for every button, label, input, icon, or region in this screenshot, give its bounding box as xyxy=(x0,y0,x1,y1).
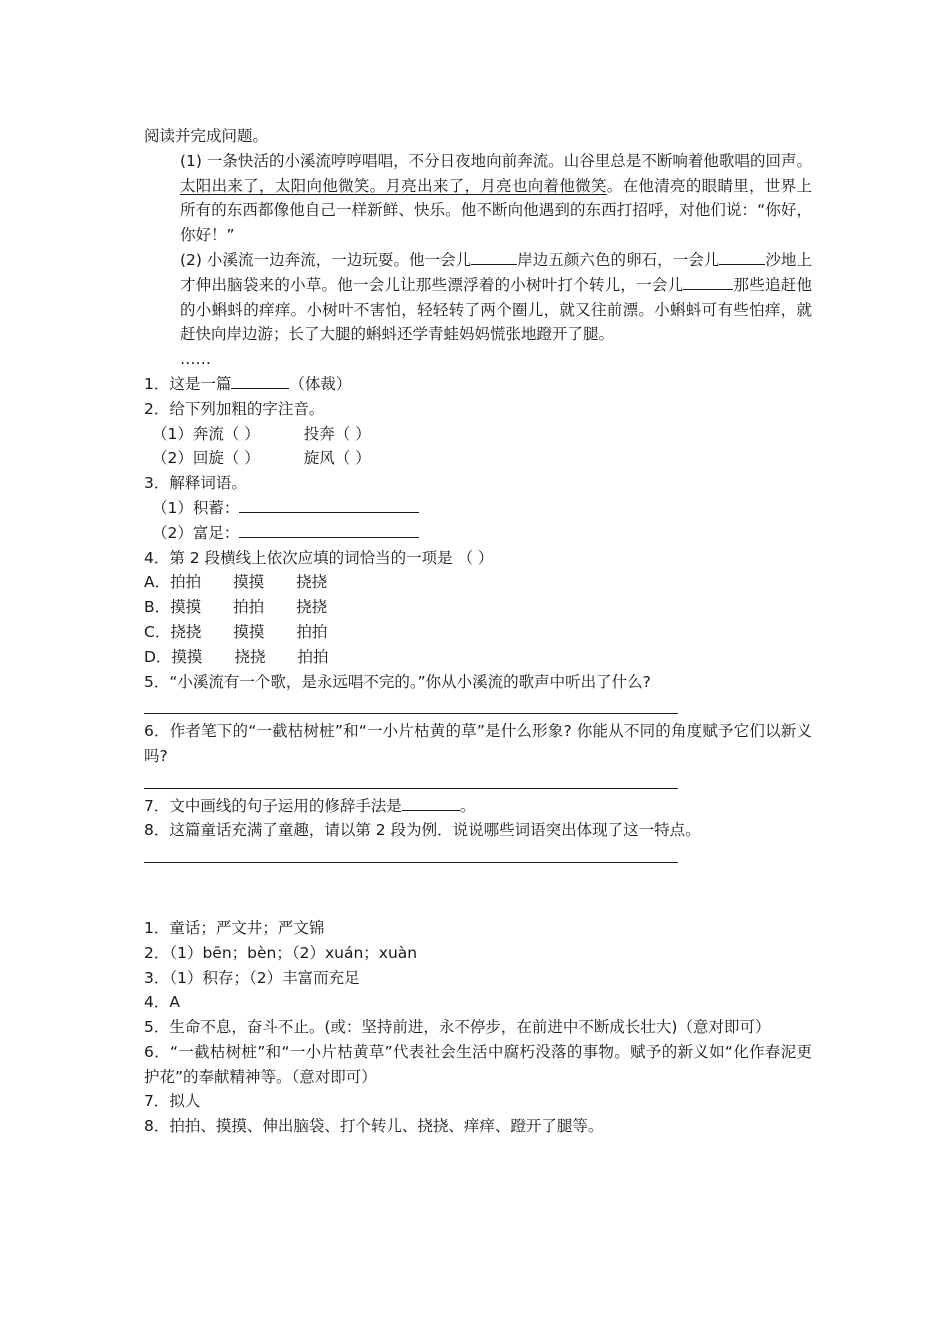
question-3-item-2 xyxy=(144,521,812,546)
p2-text-b: 岸边五颜六色的卵石，一会儿 xyxy=(517,250,720,269)
question-2-row-2 xyxy=(144,446,812,471)
q7-answer-blank[interactable] xyxy=(402,794,460,811)
q1-answer-blank[interactable] xyxy=(231,372,289,389)
q2-item-benliu: （1）奔流（ ） xyxy=(152,424,260,443)
answer-1: 1．童话；严文井；严文锦 xyxy=(144,918,325,937)
fill-blank-1[interactable] xyxy=(471,248,517,265)
worksheet-page xyxy=(144,124,812,1139)
q4-option-d-word-2: 挠挠 xyxy=(234,647,266,666)
answer-key xyxy=(144,916,812,1139)
p2-text-a: (2) 小溪流一边奔流，一边玩耍。他一会儿 xyxy=(180,250,472,269)
q4-option-b[interactable] xyxy=(144,595,812,620)
q4-option-a-word-2: 摸摸 xyxy=(233,573,265,592)
question-8: 8．这篇童话充满了童趣，请以第 2 段为例．说说哪些词语突出体现了这一特点。 xyxy=(144,821,701,840)
q4-option-b-word-3: 挠挠 xyxy=(296,598,328,617)
q5-answer-line[interactable] xyxy=(144,694,678,719)
answer-7: 7．拟人 xyxy=(144,1092,201,1111)
q1-suffix: （体裁） xyxy=(289,374,352,393)
q4-option-b-word-2: 拍拍 xyxy=(233,598,265,617)
q3-blank-2[interactable] xyxy=(239,521,419,538)
q4-option-a[interactable] xyxy=(144,570,812,595)
p2-text-d: 那些追赶他的小蝌蚪的痒痒。小树叶不害怕，轻轻转了两个圈儿，就又往前漂。小蝌蚪可有些怕痒，就赶快向岸边游；长了大腿的蝌蚪还学青蛙妈妈慌张地蹬开了腿。 xyxy=(180,275,812,344)
fill-blank-3[interactable] xyxy=(683,273,733,290)
answer-4: 4．A xyxy=(144,993,180,1012)
fill-blank-2[interactable] xyxy=(719,248,765,265)
q3-blank-1[interactable] xyxy=(239,496,419,513)
q3-term-fuzu: （2）富足： xyxy=(152,523,240,542)
question-5: 5．“小溪流有一个歌，是永远唱不完的。”你从小溪流的歌声中听出了什么? xyxy=(144,672,651,691)
q4-option-b-word-1: B．摸摸 xyxy=(144,598,202,617)
q4-option-d-word-1: D．摸摸 xyxy=(144,647,203,666)
q4-option-a-word-1: A．拍拍 xyxy=(144,573,202,592)
q3-term-jixu: （1）积蓄： xyxy=(152,498,240,517)
p1-text-before: (1) 一条快活的小溪流哼哼唱唱，不分日夜地向前奔流。山谷里总是不断响着他歌唱的回声。 xyxy=(180,151,812,170)
passage-paragraph-1 xyxy=(144,149,812,248)
q4-option-c-word-2: 摸摸 xyxy=(233,622,265,641)
q2-item-huixuan: （2）回旋（ ） xyxy=(152,449,260,468)
p2-text-c: 沙地上才伸出脑袋来的小草。他一会儿让那些漂浮着的小树叶打个转儿，一会儿 xyxy=(180,250,812,294)
answer-2: 2．（1）bēn；bèn；（2）xuán；xuàn xyxy=(144,943,418,962)
q2-item-xuanfeng: 旋风（ ） xyxy=(303,449,371,468)
heading: 阅读并完成问题。 xyxy=(144,127,269,145)
q4-option-d[interactable] xyxy=(144,645,812,670)
q4-option-c-word-1: C．挠挠 xyxy=(144,622,202,641)
passage-paragraph-2 xyxy=(144,248,812,347)
p1-underlined-sentence: 太阳出来了，太阳向他微笑。月亮出来了，月亮也向着他微笑 xyxy=(180,176,607,195)
q6-answer-line[interactable] xyxy=(144,769,678,794)
q7-suffix: 。 xyxy=(459,796,476,815)
q4-option-c[interactable] xyxy=(144,620,812,645)
q2-item-touben: 投奔（ ） xyxy=(303,424,371,443)
question-6: 6．作者笔下的“一截枯树桩”和“一小片枯黄的草”是什么形象? 你能从不同的角度赋予它们以新义吗? xyxy=(144,722,812,765)
question-3: 3．解释词语。 xyxy=(144,474,247,493)
question-3-item-1 xyxy=(144,496,812,521)
answer-5: 5．生命不息，奋斗不止。(或：坚持前进，永不停步，在前进中不断成长壮大)（意对即可） xyxy=(144,1018,771,1037)
question-2: 2．给下列加粗的字注音。 xyxy=(144,399,325,418)
q4-option-d-word-3: 拍拍 xyxy=(297,647,329,666)
p1-text-after: 。在他清亮的眼睛里，世界上所有的东西都像他自己一样新鲜、快乐。他不断向他遇到的东西打招呼，对他们说：“你好，你好！” xyxy=(180,176,812,245)
q4-option-a-word-3: 挠挠 xyxy=(296,573,328,592)
q7-text: 7．文中画线的句子运用的修辞手法是 xyxy=(144,796,402,815)
question-2-row-1 xyxy=(144,422,812,447)
question-4: 4．第 2 段横线上依次应填的词恰当的一项是 （ ） xyxy=(144,548,494,567)
question-1 xyxy=(144,372,812,397)
passage-ellipsis: …… xyxy=(180,350,211,369)
answer-3: 3．（1）积存；（2）丰富而充足 xyxy=(144,968,360,987)
q8-answer-line[interactable] xyxy=(144,843,678,868)
answer-8: 8．拍拍、摸摸、伸出脑袋、打个转儿、挠挠、痒痒、蹬开了腿等。 xyxy=(144,1117,604,1136)
answer-6: 6．“一截枯树桩”和“一小片枯黄草”代表社会生活中腐朽没落的事物。赋予的新义如“化作春泥更护花”的奉献精神等。（意对即可） xyxy=(144,1042,812,1086)
question-7 xyxy=(144,794,812,819)
q4-option-c-word-3: 拍拍 xyxy=(296,622,328,641)
q1-text: 1．这是一篇 xyxy=(144,374,232,393)
